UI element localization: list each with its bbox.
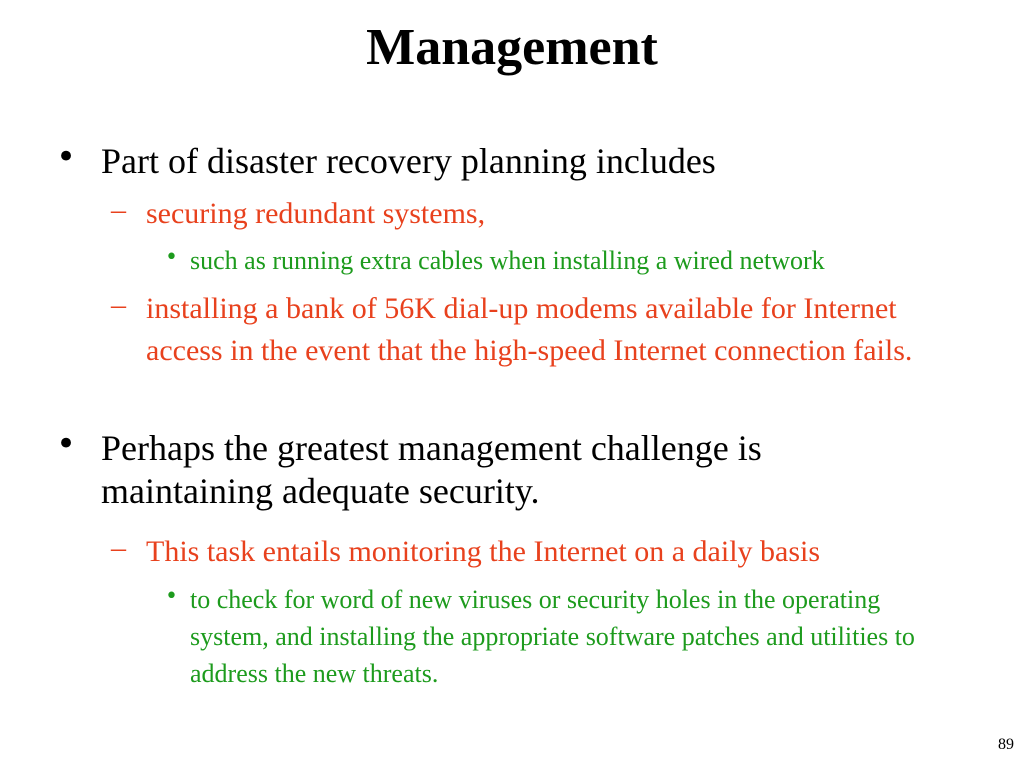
bullet-marker: •: [56, 137, 77, 177]
bullet-marker: •: [165, 584, 178, 609]
sub-bullet-item: [111, 288, 946, 372]
bullet-item: [56, 137, 981, 183]
page-number: 89: [998, 736, 1014, 753]
dash-marker: –: [111, 531, 126, 564]
bullet-item: [56, 424, 901, 513]
sub-sub-bullet-item: [165, 581, 920, 692]
bullet-text: Part of disaster recovery planning includes: [101, 141, 716, 181]
dash-marker: –: [111, 288, 126, 321]
bullet-marker: •: [56, 424, 77, 464]
slide-title: Management: [366, 19, 658, 76]
dash-marker: –: [111, 193, 126, 226]
sub-bullet-item: [111, 193, 976, 235]
sub-sub-bullet-text: such as running extra cables when installing a wired network: [190, 246, 825, 275]
sub-sub-bullet-item: [165, 242, 990, 279]
sub-bullet-text: installing a bank of 56K dial-up modems available for Internet access in the event that the high-speed Internet connection fails.: [146, 292, 913, 367]
sub-bullet-item: [111, 531, 986, 573]
sub-bullet-text: This task entails monitoring the Internet on a daily basis: [146, 535, 821, 568]
bullet-marker: •: [165, 245, 178, 270]
bullet-text: Perhaps the greatest management challenge is maintaining adequate security.: [101, 428, 762, 511]
sub-bullet-text: securing redundant systems,: [146, 197, 486, 230]
sub-sub-bullet-text: to check for word of new viruses or security holes in the operating system, and installing the appropriate software patches and utilities to address the new threats.: [190, 585, 915, 688]
